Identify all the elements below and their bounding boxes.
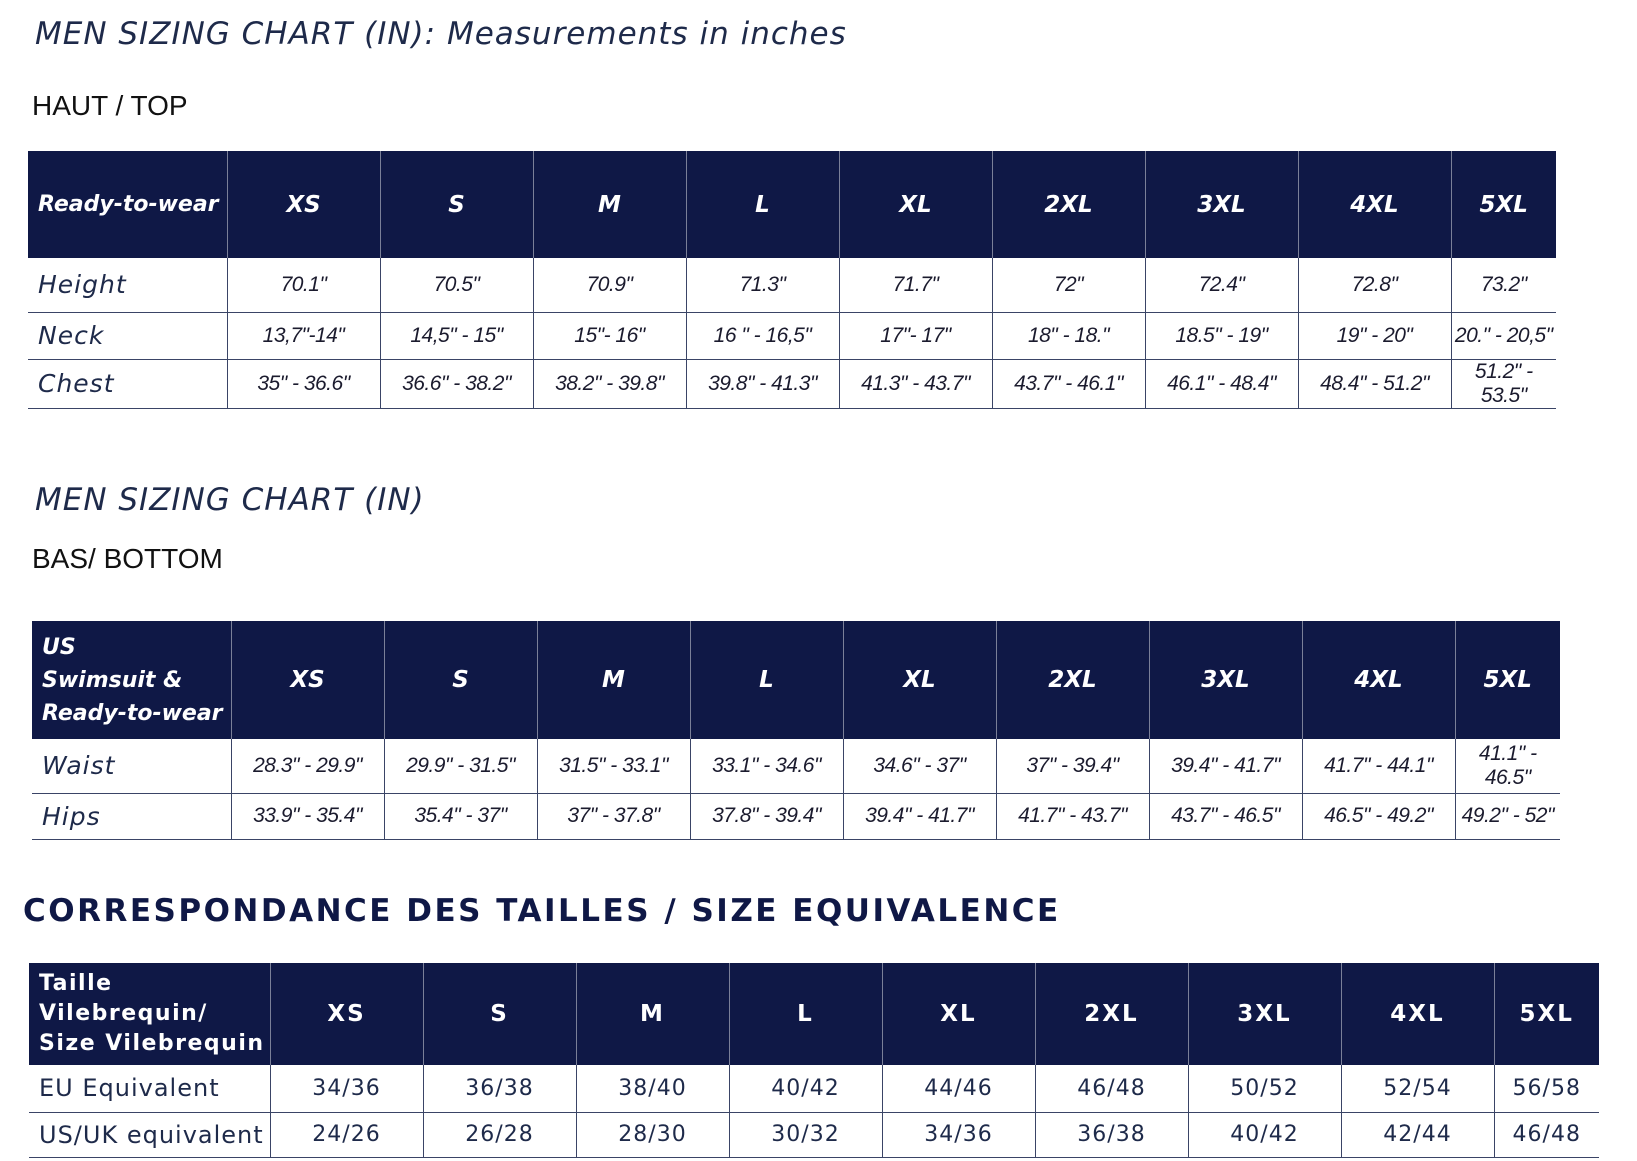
size-header-xl: XL — [839, 151, 992, 258]
size-header-l: L — [690, 621, 843, 739]
table-cell: 16 " - 16,5" — [686, 312, 839, 359]
table-cell: 36.6" - 38.2" — [380, 359, 533, 408]
table-cell: 72.4" — [1145, 258, 1298, 312]
table-cell: 46.5" - 49.2" — [1302, 793, 1455, 839]
size-header-4xl: 4XL — [1341, 963, 1494, 1065]
corner-label-line: Taille Vilebrequin/ — [39, 971, 208, 1026]
table-cell: 73.2" — [1451, 258, 1556, 312]
row-label: US/UK equivalent — [29, 1112, 270, 1157]
table-cell: 51.2" - 53.5" — [1451, 359, 1556, 408]
table-cell: 38/40 — [576, 1065, 729, 1112]
table-header-row — [32, 621, 1560, 739]
table-cell: 18.5" - 19" — [1145, 312, 1298, 359]
size-header-xs: XS — [227, 151, 380, 258]
table-cell: 52/54 — [1341, 1065, 1494, 1112]
table-cell: 26/28 — [423, 1112, 576, 1157]
size-header-s: S — [380, 151, 533, 258]
top-section-subtitle: HAUT / TOP — [32, 90, 188, 121]
size-header-m: M — [576, 963, 729, 1065]
size-header-xl: XL — [843, 621, 996, 739]
table-cell: 17"- 17" — [839, 312, 992, 359]
table-cell: 38.2" - 39.8" — [533, 359, 686, 408]
table-cell: 39.4" - 41.7" — [1149, 739, 1302, 793]
size-header-s: S — [384, 621, 537, 739]
table-cell: 44/46 — [882, 1065, 1035, 1112]
table-cell: 29.9" - 31.5" — [384, 739, 537, 793]
table-cell: 39.8" - 41.3" — [686, 359, 839, 408]
table-row-neck — [28, 312, 1556, 359]
table-cell: 71.3" — [686, 258, 839, 312]
table-cell: 46/48 — [1494, 1112, 1599, 1157]
size-header-2xl: 2XL — [996, 621, 1149, 739]
table-row-hips — [32, 793, 1560, 839]
size-header-3xl: 3XL — [1149, 621, 1302, 739]
table-cell: 40/42 — [1188, 1112, 1341, 1157]
size-header-5xl: 5XL — [1494, 963, 1599, 1065]
row-label: EU Equivalent — [29, 1065, 270, 1112]
size-header-m: M — [533, 151, 686, 258]
row-label: Hips — [32, 793, 231, 839]
table-cell: 34/36 — [270, 1065, 423, 1112]
size-header-5xl: 5XL — [1455, 621, 1560, 739]
size-header-xs: XS — [231, 621, 384, 739]
table-cell: 49.2" - 52" — [1455, 793, 1560, 839]
size-header-5xl: 5XL — [1451, 151, 1556, 258]
table-cell: 46/48 — [1035, 1065, 1188, 1112]
size-header-l: L — [686, 151, 839, 258]
table-row-us-uk — [29, 1112, 1599, 1157]
table-cell: 71.7" — [839, 258, 992, 312]
table-cell: 36/38 — [1035, 1112, 1188, 1157]
bottom-section-title: MEN SIZING CHART (IN) — [35, 482, 425, 518]
table-row-eu — [29, 1065, 1599, 1112]
table-cell: 46.1" - 48.4" — [1145, 359, 1298, 408]
table-cell: 56/58 — [1494, 1065, 1599, 1112]
table-row-chest — [28, 359, 1556, 408]
table-cell: 28/30 — [576, 1112, 729, 1157]
table-cell: 30/32 — [729, 1112, 882, 1157]
table-cell: 31.5" - 33.1" — [537, 739, 690, 793]
size-header-s: S — [423, 963, 576, 1065]
table-cell: 41.7" - 44.1" — [1302, 739, 1455, 793]
top-section-title: MEN SIZING CHART (IN): Measurements in inches — [35, 16, 847, 52]
table-cell: 72" — [992, 258, 1145, 312]
table-cell: 37" - 37.8" — [537, 793, 690, 839]
bottom-section-subtitle: BAS/ BOTTOM — [32, 543, 223, 574]
table-cell: 15"- 16" — [533, 312, 686, 359]
table-cell: 20." - 20,5" — [1451, 312, 1556, 359]
corner-label-line: US — [42, 634, 76, 660]
table-cell: 33.9" - 35.4" — [231, 793, 384, 839]
table-header-row — [28, 151, 1556, 258]
table-cell: 24/26 — [270, 1112, 423, 1157]
table-cell: 36/38 — [423, 1065, 576, 1112]
table-cell: 41.1" - 46.5" — [1455, 739, 1560, 793]
table-cell: 19" - 20" — [1298, 312, 1451, 359]
size-header-4xl: 4XL — [1298, 151, 1451, 258]
table-cell: 37.8" - 39.4" — [690, 793, 843, 839]
corner-label-line: Ready-to-wear — [42, 700, 223, 726]
corner-label — [32, 621, 231, 739]
size-header-m: M — [537, 621, 690, 739]
size-header-xs: XS — [270, 963, 423, 1065]
table-cell: 37" - 39.4" — [996, 739, 1149, 793]
table-cell: 34/36 — [882, 1112, 1035, 1157]
corner-label: Ready-to-wear — [28, 151, 227, 258]
table-cell: 41.3" - 43.7" — [839, 359, 992, 408]
table-cell: 70.5" — [380, 258, 533, 312]
size-header-l: L — [729, 963, 882, 1065]
size-equivalence-table — [29, 963, 1599, 1158]
table-cell: 41.7" - 43.7" — [996, 793, 1149, 839]
size-header-4xl: 4XL — [1302, 621, 1455, 739]
table-cell: 42/44 — [1341, 1112, 1494, 1157]
corner-label-line: Size Vilebrequin — [39, 1031, 265, 1056]
size-header-2xl: 2XL — [1035, 963, 1188, 1065]
table-header-row — [29, 963, 1599, 1065]
table-cell: 70.9" — [533, 258, 686, 312]
table-cell: 18" - 18." — [992, 312, 1145, 359]
table-cell: 43.7" - 46.5" — [1149, 793, 1302, 839]
table-row-height — [28, 258, 1556, 312]
table-cell: 13,7"-14" — [227, 312, 380, 359]
table-cell: 40/42 — [729, 1065, 882, 1112]
row-label: Chest — [28, 359, 227, 408]
table-cell: 72.8" — [1298, 258, 1451, 312]
size-header-2xl: 2XL — [992, 151, 1145, 258]
table-cell: 34.6" - 37" — [843, 739, 996, 793]
table-cell: 70.1" — [227, 258, 380, 312]
size-header-3xl: 3XL — [1145, 151, 1298, 258]
table-cell: 28.3" - 29.9" — [231, 739, 384, 793]
table-cell: 33.1" - 34.6" — [690, 739, 843, 793]
table-cell: 35.4" - 37" — [384, 793, 537, 839]
bottom-size-table — [32, 621, 1560, 840]
corner-label — [29, 963, 270, 1065]
table-row-waist — [32, 739, 1560, 793]
table-cell: 43.7" - 46.1" — [992, 359, 1145, 408]
table-cell: 48.4" - 51.2" — [1298, 359, 1451, 408]
row-label: Neck — [28, 312, 227, 359]
table-cell: 14,5" - 15" — [380, 312, 533, 359]
corner-label-line: Swimsuit & — [42, 667, 183, 693]
row-label: Waist — [32, 739, 231, 793]
table-cell: 39.4" - 41.7" — [843, 793, 996, 839]
equivalence-section-title: CORRESPONDANCE DES TAILLES / SIZE EQUIVALENCE — [23, 893, 1061, 929]
top-size-table — [28, 151, 1556, 409]
table-cell: 35" - 36.6" — [227, 359, 380, 408]
size-header-3xl: 3XL — [1188, 963, 1341, 1065]
table-cell: 50/52 — [1188, 1065, 1341, 1112]
row-label: Height — [28, 258, 227, 312]
size-header-xl: XL — [882, 963, 1035, 1065]
